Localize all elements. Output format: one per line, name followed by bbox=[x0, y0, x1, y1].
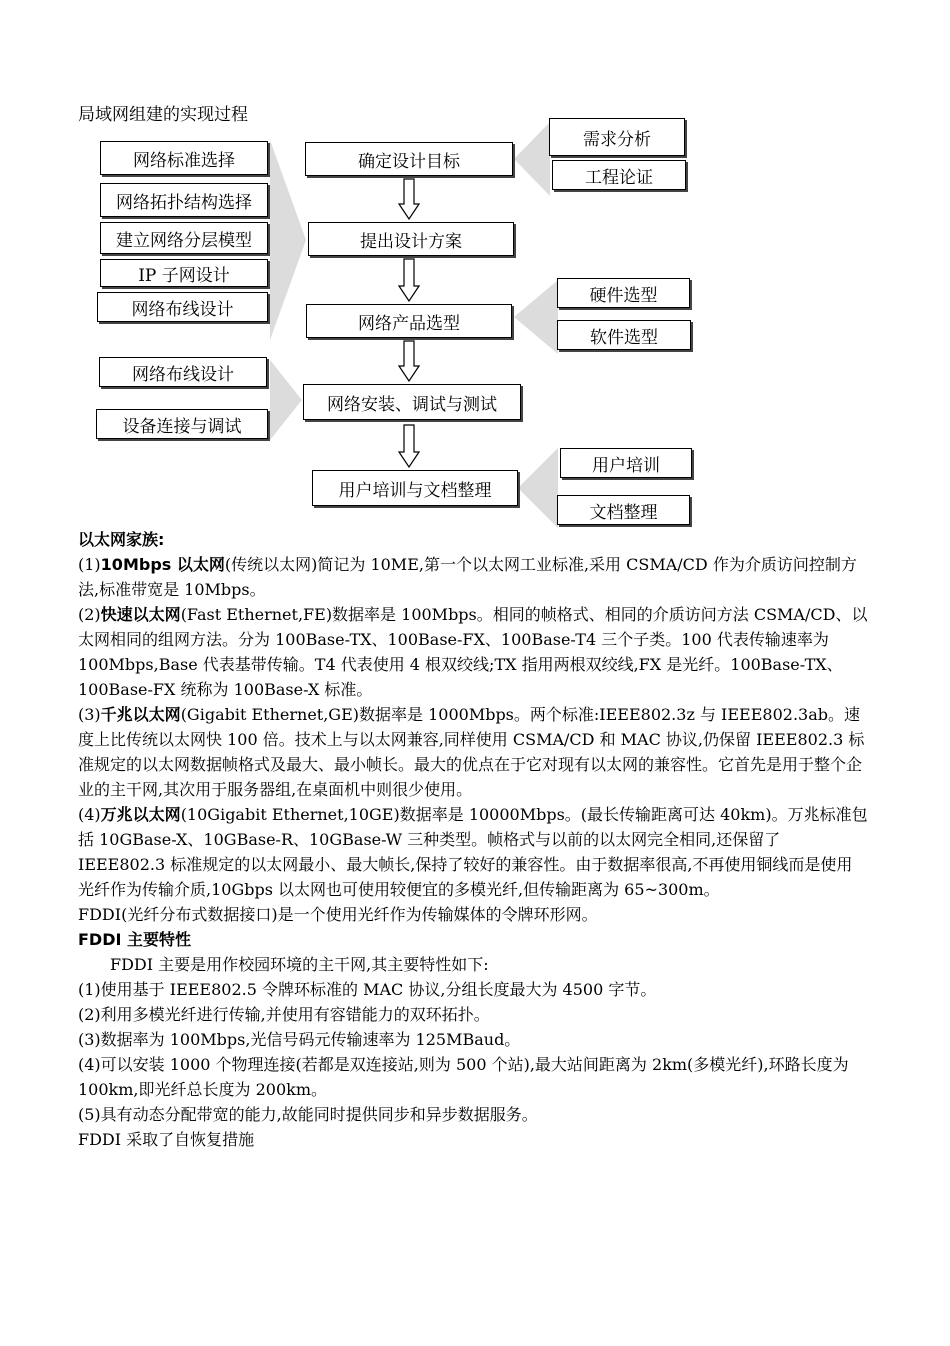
fddi-intro: FDDI(光纤分布式数据接口)是一个使用光纤作为传输媒体的令牌环形网。 bbox=[78, 905, 598, 924]
left-item-topology: 网络拓扑结构选择 bbox=[100, 183, 268, 217]
right-item-training: 用户培训 bbox=[560, 448, 692, 478]
left-item-cabling-2: 网络布线设计 bbox=[99, 357, 267, 387]
down-arrow-icon bbox=[398, 340, 420, 382]
step-determine-goal: 确定设计目标 bbox=[305, 142, 513, 176]
ethernet-item bbox=[78, 802, 868, 902]
fddi-item: (1)使用基于 IEEE802.5 令牌环标准的 MAC 协议,分组长度最大为 4500 字节。 bbox=[78, 980, 657, 999]
fddi-item: (4)可以安装 1000 个物理连接(若都是双连接站,则为 500 个站),最大站间距离为 2km(多模光纤),环路长度为 100km,即光纤总长度为 200km。 bbox=[78, 1055, 849, 1099]
right-item-requirement: 需求分析 bbox=[549, 118, 685, 156]
down-arrow-icon bbox=[398, 424, 420, 468]
item-description: (Fast Ethernet,FE)数据率是 100Mbps。相同的帧格式、相同的介质访问方法 CSMA/CD、以太网相同的组网方法。分为 100Base-TX、100Base-FX、100Base-T4 三个子类。100 代表传输速率为 100Mbps,Base 代表基带传输。T4 代表使用 4 根双绞线;TX 指用两根双绞线,FX 是光纤。100Base-TX、100Base-FX 统称为 100Base-X 标准。 bbox=[78, 605, 868, 699]
left-chevron-1 bbox=[270, 140, 310, 340]
fddi-item: (2)利用多模光纤进行传输,并使用有容错能力的双环拓扑。 bbox=[78, 1005, 490, 1024]
right-chevron-2 bbox=[514, 280, 558, 354]
ethernet-item bbox=[78, 602, 868, 702]
left-item-device-connect: 设备连接与调试 bbox=[96, 409, 268, 439]
item-description: (10Gigabit Ethernet,10GE)数据率是 10000Mbps。(最长传输距离可达 40km)。万兆标准包括 10GBase-X、10GBase-R、10GBase-W 三种类型。帧格式与以前的以太网完全相同,还保留了 IEEE802.3 标准规定的以太网最小、最大帧长,保持了较好的兼容性。由于数据率很高,不再使用铜线而是使用光纤作为传输介质,10Gbps 以太网也可使用较便宜的多模光纤,但传输距离为 65~300m。 bbox=[78, 805, 868, 899]
body-text bbox=[78, 527, 868, 1152]
item-number: (4) bbox=[78, 805, 101, 824]
ethernet-item bbox=[78, 702, 868, 802]
down-arrow-icon bbox=[398, 258, 420, 302]
right-item-software: 软件选型 bbox=[557, 320, 691, 350]
fddi-lead: FDDI 主要是用作校园环境的主干网,其主要特性如下: bbox=[110, 955, 489, 974]
step-product-selection: 网络产品选型 bbox=[306, 304, 512, 338]
left-item-subnet: IP 子网设计 bbox=[100, 259, 268, 287]
right-chevron-1 bbox=[514, 122, 550, 196]
right-item-hardware: 硬件选型 bbox=[557, 278, 690, 308]
item-number: (1) bbox=[78, 555, 101, 574]
left-chevron-2 bbox=[270, 360, 306, 440]
right-item-docs: 文档整理 bbox=[557, 495, 690, 525]
item-description: (Gigabit Ethernet,GE)数据率是 1000Mbps。两个标准:IEEE802.3z 与 IEEE802.3ab。速度上比传统以太网快 100 倍。技术上与以太网兼容,同样使用 CSMA/CD 和 MAC 协议,仍保留 IEEE802.3 标准规定的以太网数据帧格式及最大、最小帧长。最大的优点在于它对现有以太网的兼容性。它首先是用于整个企业的主干网,其次用于服务器组,在桌面机中则很少使用。 bbox=[78, 705, 865, 799]
fddi-tail: FDDI 采取了自恢复措施 bbox=[78, 1130, 255, 1149]
left-item-standard: 网络标准选择 bbox=[100, 141, 268, 175]
item-name: 快速以太网 bbox=[100, 605, 181, 624]
item-number: (2) bbox=[78, 605, 101, 624]
step-training-docs: 用户培训与文档整理 bbox=[312, 470, 518, 506]
left-item-cabling: 网络布线设计 bbox=[97, 292, 268, 322]
step-install-test: 网络安装、调试与测试 bbox=[303, 384, 521, 420]
right-chevron-3 bbox=[518, 448, 558, 528]
ethernet-heading: 以太网家族: bbox=[78, 530, 165, 549]
item-name: 千兆以太网 bbox=[100, 705, 181, 724]
fddi-item: (5)具有动态分配带宽的能力,故能同时提供同步和异步数据服务。 bbox=[78, 1105, 538, 1124]
fddi-heading: FDDI 主要特性 bbox=[78, 930, 192, 949]
item-name: 10Mbps 以太网 bbox=[100, 555, 225, 574]
document-title: 局域网组建的实现过程 bbox=[78, 105, 248, 125]
step-propose-plan: 提出设计方案 bbox=[308, 222, 514, 256]
item-description: (传统以太网)简记为 10ME,第一个以太网工业标准,采用 CSMA/CD 作为介质访问控制方法,标准带宽是 10Mbps。 bbox=[78, 555, 857, 599]
left-item-layer-model: 建立网络分层模型 bbox=[100, 222, 268, 254]
item-name: 万兆以太网 bbox=[100, 805, 181, 824]
ethernet-item bbox=[78, 552, 868, 602]
fddi-item: (3)数据率为 100Mbps,光信号码元传输速率为 125MBaud。 bbox=[78, 1030, 521, 1049]
right-item-demonstration: 工程论证 bbox=[552, 160, 686, 190]
item-number: (3) bbox=[78, 705, 101, 724]
down-arrow-icon bbox=[398, 178, 420, 220]
